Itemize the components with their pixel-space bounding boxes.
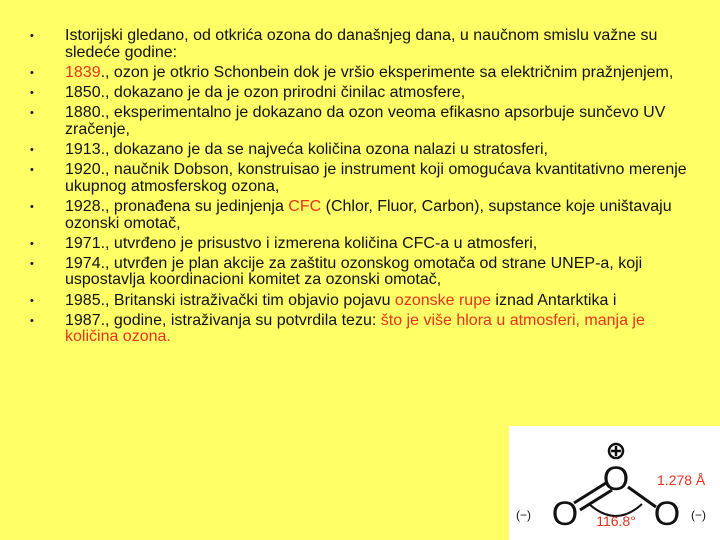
bullet-dot-icon: • xyxy=(30,30,34,42)
bullet-item xyxy=(28,162,688,195)
ozone-molecule-diagram xyxy=(509,426,720,540)
bullet-text: (Chlor, Fluor, Carbon), supstance koje uništavaju ozonski omotač, xyxy=(65,197,672,232)
bullet-highlight-text: 1839 xyxy=(65,63,101,81)
bullet-text: 1920., naučnik Dobson, konstruisao je instrument koji omogućava kvantitativno merenje ukupnog atmosferskog ozona, xyxy=(65,161,687,195)
bullet-dot-icon: • xyxy=(30,143,34,156)
double-bond-line-1 xyxy=(574,483,606,503)
bullet-text: 1928., pronađena su jedinjenja xyxy=(65,197,289,215)
bullet-highlight-text: ozonske rupe xyxy=(394,291,491,309)
bullet-item xyxy=(28,236,688,253)
right-oxygen-atom: O xyxy=(653,495,681,533)
bullet-text: 1985., Britanski istraživački tim objavio pojavu xyxy=(65,291,395,309)
bullet-dot-icon: • xyxy=(30,164,34,177)
bullet-dot-icon: • xyxy=(30,66,34,79)
bullet-dot-icon: • xyxy=(30,294,34,307)
bullet-item xyxy=(28,313,688,346)
bullet-item xyxy=(28,65,688,82)
bullet-text: iznad Antarktika i xyxy=(490,291,617,309)
ozone-structure-panel xyxy=(509,426,720,540)
bullet-item xyxy=(28,199,688,232)
bullet-text: ., ozon je otkrio Schonbein dok je vršio eksperimente sa električnim pražnjenjem, xyxy=(100,63,674,81)
bullet-dot-icon: • xyxy=(30,86,34,99)
bullet-dot-icon: • xyxy=(30,257,34,270)
bullet-text: 1974., utvrđen je plan akcije za zaštitu ozonskog omotača od strane UNEP-a, koji uspostavlja koordinacioni komitet za ozonski omotač, xyxy=(65,254,643,289)
left-negative-charge-label: (−) xyxy=(516,508,531,522)
bullet-item xyxy=(28,256,688,289)
right-negative-charge-label: (−) xyxy=(691,508,706,522)
bond-angle-label: 116.8° xyxy=(596,513,636,529)
bullet-item xyxy=(28,142,688,159)
bullet-text: 1913., dokazano je da se najveća količina ozona nalazi u stratosferi, xyxy=(65,140,548,158)
bullet-text: 1971., utvrđeno je prisustvo i izmerena količina CFC-a u atmosferi, xyxy=(65,234,538,252)
center-oxygen-atom: O xyxy=(602,460,630,498)
bullet-dot-icon: • xyxy=(30,107,34,120)
bullet-highlight-text: CFC xyxy=(288,197,322,215)
bullet-highlight-text: što je više hlora u atmosferi, manja je količina ozona. xyxy=(65,311,645,346)
bullet-dot-icon: • xyxy=(30,200,34,213)
bullet-dot-icon: • xyxy=(30,314,34,327)
bullet-text: 1987., godine, istraživanja su potvrdila tezu: xyxy=(65,311,381,329)
bullet-text: Istorijski gledano, od otkrića ozona do današnjeg dana, u naučnom smislu važne su sledeće godine: xyxy=(65,27,658,61)
left-oxygen-atom: O xyxy=(551,495,579,533)
bullet-item xyxy=(28,28,688,61)
bullet-item xyxy=(28,105,688,138)
bullet-item xyxy=(28,293,688,310)
bullet-item xyxy=(28,85,688,102)
bullet-text: 1850., dokazano je da je ozon prirodni činilac atmosfere, xyxy=(65,83,466,101)
bond-length-label: 1.278 Å xyxy=(657,472,706,488)
bullet-text: 1880., eksperimentalno je dokazano da ozon veoma efikasno apsorbuje sunčevo UV zračenje, xyxy=(65,104,666,138)
bullet-dot-icon: • xyxy=(30,237,34,250)
bullet-list xyxy=(28,28,688,350)
